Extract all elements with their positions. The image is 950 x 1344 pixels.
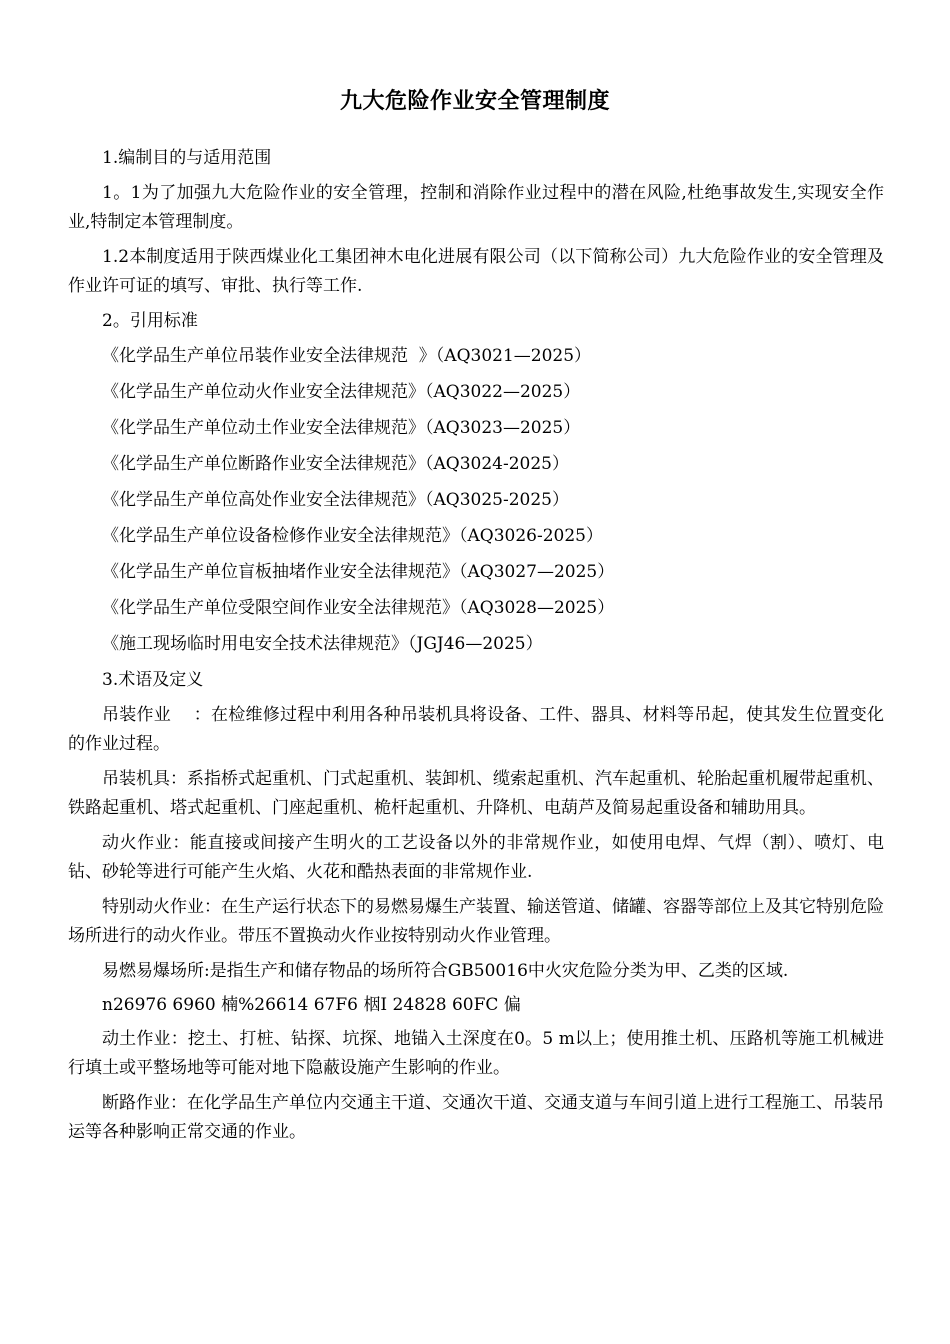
- section-3-heading: 3.术语及定义: [102, 670, 204, 690]
- definition-paragraph: 动土作业：挖土、打桩、钻探、坑探、地锚入土深度在0。5 m以上；使用推土机、压路机等施工机械进行填土或平整场地等可能对地下隐蔽设施产生影响的作业。: [68, 1029, 884, 1078]
- definition-paragraph: 吊装机具：系指桥式起重机、门式起重机、装卸机、缆索起重机、汽车起重机、轮胎起重机履带起重机、铁路起重机、塔式起重机、门座起重机、桅杆起重机、升降机、电葫芦及简易起重设备和辅助用具。: [68, 769, 884, 818]
- document-body: [68, 144, 884, 1153]
- definition-paragraph: 吊装作业 ：在检维修过程中利用各种吊装机具将设备、工件、器具、材料等吊起，使其发生位置变化的作业过程。: [68, 705, 884, 754]
- definition-paragraph: 特别动火作业：在生产运行状态下的易燃易爆生产装置、输送管道、储罐、容器等部位上及其它特别危险场所进行的动火作业。带压不置换动火作业按特别动火作业管理。: [68, 897, 884, 946]
- reference-item: 《化学品生产单位设备检修作业安全法律规范》（AQ3026-2025）: [102, 526, 603, 546]
- section-1-paragraph-1: 1。1为了加强九大危险作业的安全管理，控制和消除作业过程中的潜在风险,杜绝事故发生,实现安全作业,特制定本管理制度。: [68, 183, 884, 232]
- document-title: 九大危险作业安全管理制度: [339, 88, 610, 114]
- section-1-paragraph-2: 1.2本制度适用于陕西煤业化工集团神木电化进展有限公司（以下简称公司）九大危险作业的安全管理及作业许可证的填写、审批、执行等工作.: [68, 247, 884, 296]
- definition-paragraph: 易燃易爆场所:是指生产和储存物品的场所符合GB50016中火灾危险分类为甲、乙类的区域.: [102, 961, 789, 981]
- reference-item: 《化学品生产单位高处作业安全法律规范》（AQ3025-2025）: [102, 490, 569, 510]
- reference-item: 《化学品生产单位动火作业安全法律规范》（AQ3022—2025）: [102, 382, 581, 402]
- reference-item: 《化学品生产单位断路作业安全法律规范》（AQ3024-2025）: [102, 454, 569, 474]
- definition-paragraph: 断路作业：在化学品生产单位内交通主干道、交通次干道、交通支道与车间引道上进行工程施工、吊装吊运等各种影响正常交通的作业。: [68, 1093, 884, 1142]
- section-1-heading: 1.编制目的与适用范围: [102, 148, 272, 168]
- reference-item: 《施工现场临时用电安全技术法律规范》（JGJ46—2025）: [102, 634, 543, 654]
- garbled-text-line: n26976 6960 楠%26614 67F6 栶I 24828 60FC 偏: [102, 995, 521, 1015]
- reference-item: 《化学品生产单位吊装作业安全法律规范 》（AQ3021—2025）: [102, 346, 592, 366]
- reference-item: 《化学品生产单位盲板抽堵作业安全法律规范》（AQ3027—2025）: [102, 562, 615, 582]
- definition-paragraph: 动火作业：能直接或间接产生明火的工艺设备以外的非常规作业，如使用电焊、气焊（割）、喷灯、电钻、砂轮等进行可能产生火焰、火花和酷热表面的非常规作业.: [68, 833, 884, 882]
- reference-item: 《化学品生产单位动土作业安全法律规范》（AQ3023—2025）: [102, 418, 581, 438]
- section-2-heading: 2。引用标准: [102, 311, 198, 331]
- reference-item: 《化学品生产单位受限空间作业安全法律规范》（AQ3028—2025）: [102, 598, 615, 618]
